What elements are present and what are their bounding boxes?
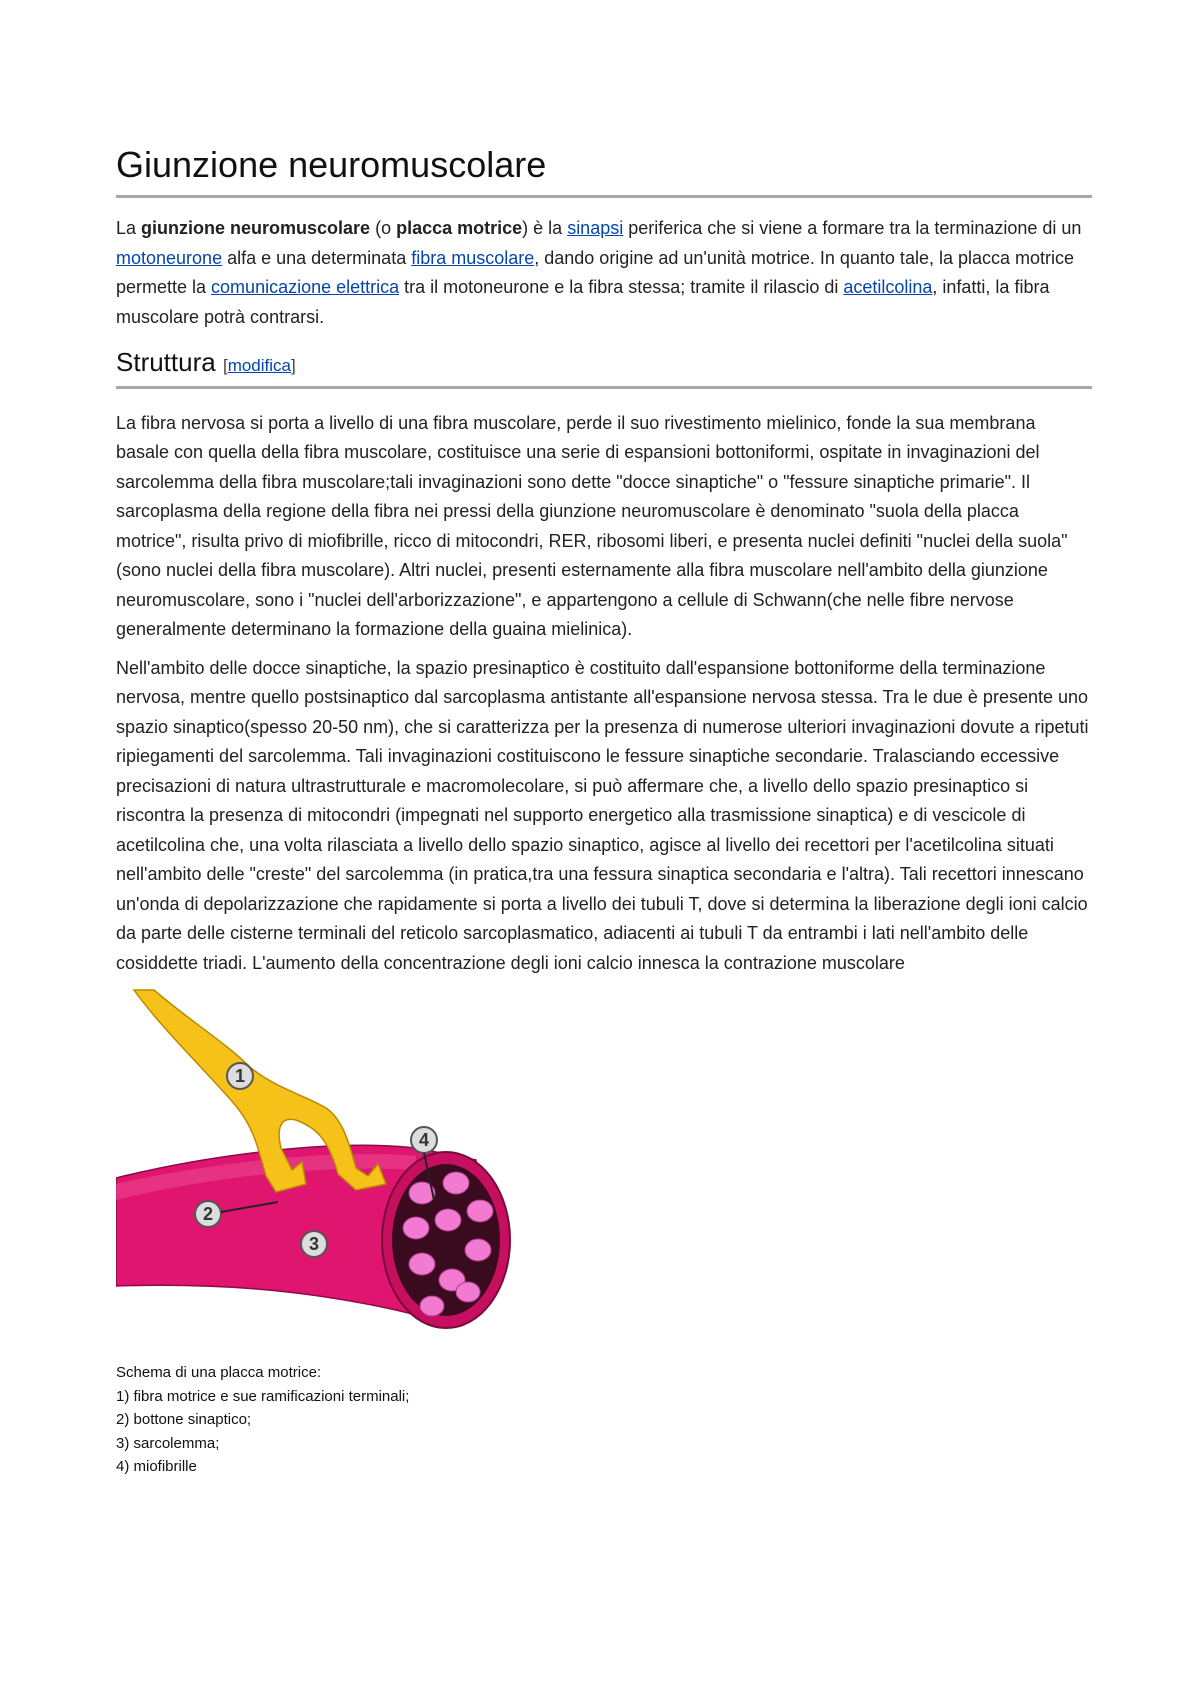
edit-section: [modifica]	[222, 356, 296, 375]
svg-text:4: 4	[418, 1130, 430, 1151]
neuromuscular-junction-diagram	[116, 988, 536, 1353]
diagram-svg	[116, 988, 536, 1353]
bold-term: placca motrice	[396, 218, 523, 238]
caption-line: 3) sarcolemma;	[116, 1434, 220, 1452]
edit-section-link[interactable]: modifica	[227, 356, 291, 375]
body-paragraph-1: La fibra nervosa si porta a livello di una fibra muscolare, perde il suo rivestimento mielinico, fonde la sua membrana basale con quella della fibra muscolare, costituisce una serie di espansioni bottoniformi, ospitate in invaginazioni del sarcolemma della fibra muscolare;tali invaginazioni sono dette "docce sinaptiche" o "fessure sinaptiche primarie". Il sarcoplasma della regione della fibra nei pressi della giunzione neuromuscolare è denominato "suola della placca motrice", risulta privo di miofibrille, ricco di mitocondri, RER, ribosomi liberi, e presenta nuclei definiti "nuclei della suola"(sono nuclei della fibra muscolare). Altri nuclei, presenti esternamente alla fibra muscolare nell'ambito della giunzione neuromuscolare, sono i "nuclei dell'arborizzazione", e appartengono a cellule di Schwann(che nelle fibre nervose generalmente determinano la formazione della guaina mielinica).	[116, 412, 1068, 640]
link-sinapsi[interactable]: sinapsi	[567, 218, 624, 238]
figure-caption	[116, 1361, 1092, 1479]
caption-line: Schema di una placca motrice:	[116, 1364, 322, 1382]
caption-line: 4) miofibrille	[116, 1458, 197, 1476]
svg-text:2: 2	[202, 1204, 214, 1225]
page-title: Giunzione neuromuscolare	[116, 130, 1092, 198]
link-acetilcolina[interactable]: acetilcolina	[843, 277, 933, 297]
caption-line: 2) bottone sinaptico;	[116, 1411, 252, 1429]
link-comunicazione-elettrica[interactable]: comunicazione elettrica	[211, 277, 400, 297]
label-3	[301, 1231, 327, 1257]
link-motoneurone[interactable]: motoneurone	[116, 247, 223, 268]
article	[116, 130, 1092, 1479]
bold-term: giunzione neuromuscolare	[141, 218, 371, 238]
link-fibra-muscolare[interactable]: fibra muscolare	[411, 247, 535, 268]
svg-text:1: 1	[234, 1066, 246, 1087]
section-heading: Struttura [modifica]	[116, 346, 1092, 389]
body-paragraph-2: Nell'ambito delle docce sinaptiche, la spazio presinaptico è costituito dall'espansione bottoniforme della terminazione nervosa, mentre quello postsinaptico dal sarcoplasma antistante all'espansione nervosa stessa. Tra le due è presente uno spazio sinaptico(spesso 20-50 nm), che si caratterizza per la presenza di numerose ulteriori invaginazioni dovute a ripetuti ripiegamenti del sarcolemma. Tali invaginazioni costituiscono le fessure sinaptiche secondarie. Tralasciando eccessive precisazioni di natura ultrastrutturale e macromolecolare, si può affermare che, a livello dello spazio presinaptico si riscontra la presenza di mitocondri (impegnati nel supporto energetico alla trasmissione sinaptica) e di vescicole di acetilcolina che, una volta rilasciata a livello dello spazio sinaptico, agisce al livello dei recettori per l'acetilcolina situati nell'ambito delle "creste" del sarcolemma (in pratica,tra una fessura sinaptica secondaria e l'altra). Tali recettori innescano un'onda di depolarizzazione che rapidamente si porta a livello dei tubuli T, dove si determina la liberazione degli ioni calcio da parte delle cisterne terminali del reticolo sarcoplasmatico, adiacenti ai tubuli T da entrambi i lati nell'ambito delle cosiddette triadi. L'aumento della concentrazione degli ioni calcio innesca la contrazione muscolare	[116, 657, 1089, 973]
caption-line: 1) fibra motrice e sue ramificazioni terminali;	[116, 1387, 410, 1405]
svg-text:3: 3	[308, 1234, 320, 1255]
intro-paragraph: La giunzione neuromuscolare (o placca motrice) è la sinapsi periferica che si viene a formare tra la terminazione di un motoneurone alfa e una determinata fibra muscolare, dando origine ad un'unità motrice. In quanto tale, la placca motrice permette la comunicazione elettrica tra il motoneurone e la fibra stessa; tramite il rilascio di acetilcolina, infatti, la fibra muscolare potrà contrarsi.	[116, 218, 1082, 327]
label-1	[227, 1063, 253, 1089]
